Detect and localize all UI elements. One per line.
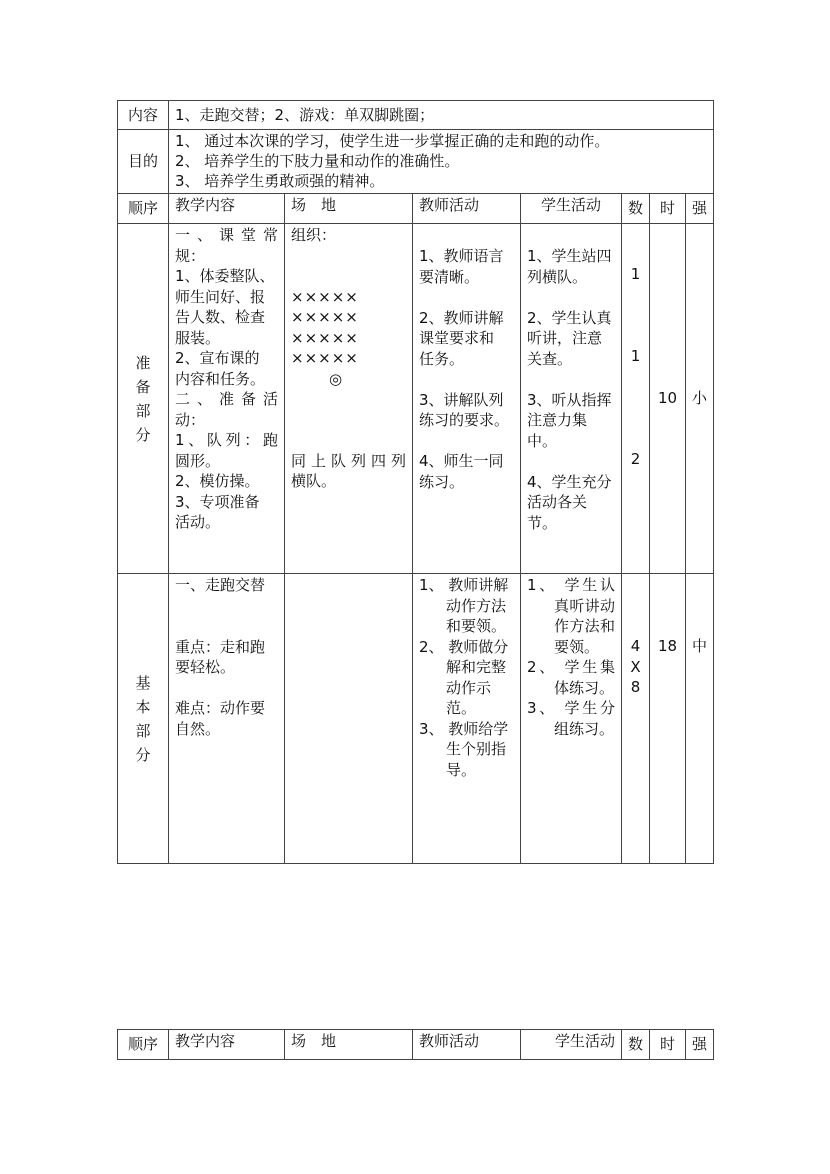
prep-section-label: 准 备 部 分	[118, 224, 169, 574]
header2-venue: 场 地	[285, 1030, 413, 1060]
goal-item-2: 2、 培养学生的下肢力量和动作的准确性。	[175, 152, 460, 170]
header-teacher: 教师活动	[413, 194, 521, 224]
goal-item-1: 1、 通过本次课的学习，使学生进一步掌握正确的走和跑的动作。	[175, 132, 610, 150]
header-content: 教学内容	[169, 194, 285, 224]
content-label: 内容	[118, 101, 169, 130]
prep-counts: 1 1 2	[622, 224, 650, 574]
main-teacher-activity: 1、 教师讲解动作方法和要领。 2、 教师做分解和完整动作示范。 3、 教师给学生个别指导。	[413, 574, 521, 864]
header2-teacher: 教师活动	[413, 1030, 521, 1060]
header-intensity: 强	[686, 194, 714, 224]
content-text: 1、走跑交替；2、游戏：单双脚跳圈；	[169, 101, 714, 130]
next-page-table-header	[117, 1029, 714, 1060]
main-venue	[285, 574, 413, 864]
header2-count: 数	[622, 1030, 650, 1060]
formation-row-1: ×××××	[291, 287, 359, 306]
formation-row-4: ×××××	[291, 349, 359, 367]
header2-student: 学生活动	[521, 1030, 622, 1060]
goal-row	[118, 130, 714, 194]
main-time: 18	[650, 574, 686, 864]
goal-list	[169, 130, 714, 194]
header-student: 学生活动	[521, 194, 622, 224]
header-time: 时	[650, 194, 686, 224]
organization-label: 组织：	[291, 226, 337, 244]
prep-time: 10	[650, 224, 686, 574]
content-row	[118, 101, 714, 130]
formation-row-3: ×××××	[291, 328, 359, 347]
header2-intensity: 强	[686, 1030, 714, 1060]
prep-content: 一、课堂常 规： 1、体委整队、 师生问好、报 告人数、检查 服装。 2、宣布课的 内容和任务。 二、准备活 动： 1、队列：跑 圆形。 2、模仿操。 3、专项准备 活动。	[169, 224, 285, 574]
goal-item-3: 3、 培养学生勇敢顽强的精神。	[175, 172, 385, 190]
header-order: 顺序	[118, 194, 169, 224]
prep-section-row	[118, 224, 714, 574]
header2-time: 时	[650, 1030, 686, 1060]
main-content: 一、走跑交替 重点：走和跑 要轻松。 难点：动作要 自然。	[169, 574, 285, 864]
header-count: 数	[622, 194, 650, 224]
prep-student-activity: 1、学生站四 列横队。 2、学生认真 听讲，注意 关查。 3、听从指挥 注意力集 中。 4、学生充分 活动各关 节。	[521, 224, 622, 574]
header-venue: 场 地	[285, 194, 413, 224]
column-header-row-2	[118, 1030, 714, 1060]
column-header-row	[118, 194, 714, 224]
main-section-row	[118, 574, 714, 864]
prep-teacher-activity: 1、教师语言 要清晰。 2、教师讲解 课堂要求和 任务。 3、讲解队列 练习的要求。 4、师生一同 练习。	[413, 224, 521, 574]
main-count: 4 X 8	[622, 574, 650, 864]
venue-note: 同上队列四列	[291, 451, 406, 470]
goal-label: 目的	[118, 130, 169, 194]
prep-venue: 组织： ××××× ××××× ××××× ××××× ◎ 同上队列四列 横队。	[285, 224, 413, 574]
prep-intensity: 小	[686, 224, 714, 574]
main-section-label: 基 本 部 分	[118, 574, 169, 864]
header2-content: 教学内容	[169, 1030, 285, 1060]
header2-order: 顺序	[118, 1030, 169, 1060]
formation-row-2: ×××××	[291, 308, 359, 326]
lesson-plan-table	[117, 100, 714, 864]
main-student-activity: 1、 学生认真听讲动作方法和要领。 2、 学生集体练习。 3、 学生分组练习。	[521, 574, 622, 864]
main-intensity: 中	[686, 574, 714, 864]
teacher-position-icon: ◎	[329, 369, 343, 388]
